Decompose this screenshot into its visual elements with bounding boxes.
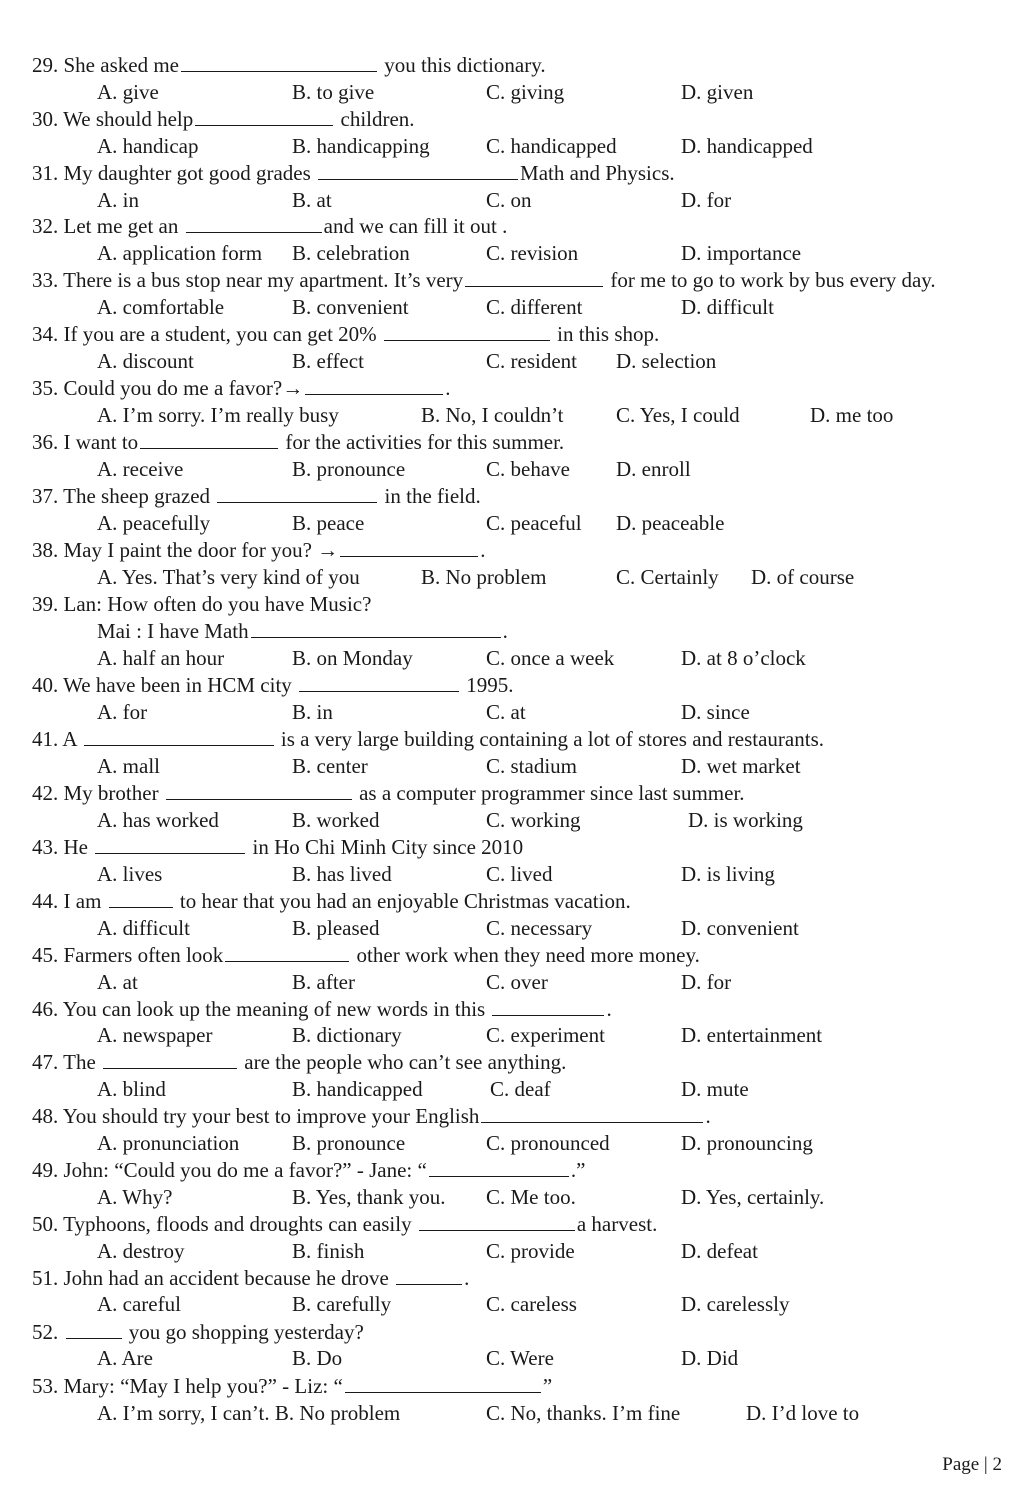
option: C. deaf	[490, 1077, 551, 1101]
question-text: A	[62, 727, 77, 751]
question-text: are the people who can’t see anything.	[244, 1050, 567, 1074]
option: C. peaceful	[486, 511, 582, 535]
option: B. pronounce	[292, 457, 406, 481]
question-text: .	[705, 1104, 711, 1128]
option: D. pronouncing	[681, 1131, 813, 1155]
option: D. at 8 o’clock	[681, 646, 806, 670]
option: B. celebration	[292, 241, 410, 265]
option: A. at	[97, 970, 138, 994]
question-38	[32, 537, 485, 563]
answer-blank	[481, 1104, 703, 1123]
answer-blank	[95, 835, 245, 854]
answer-blank	[84, 727, 274, 746]
option: A. handicap	[97, 134, 199, 158]
option: C. provide	[486, 1239, 575, 1263]
option: B. to give	[292, 80, 375, 104]
question-text: and we can fill it out .	[323, 214, 508, 238]
option: C. giving	[486, 80, 565, 104]
question-text: for me to go to work by bus every day.	[610, 268, 936, 292]
option: A. newspaper	[97, 1023, 213, 1047]
option: B. effect	[292, 349, 364, 373]
option: B. at	[292, 188, 332, 212]
answer-blank	[225, 943, 349, 962]
option: C. careless	[486, 1292, 577, 1316]
option: D. given	[681, 80, 754, 104]
answer-blank	[492, 997, 604, 1016]
option: A. half an hour	[97, 646, 225, 670]
option: B. has lived	[292, 862, 392, 886]
question-39	[32, 591, 371, 617]
option: C. stadium	[486, 754, 578, 778]
answer-blank	[109, 889, 173, 908]
answer-blank	[103, 1050, 237, 1069]
option: C. once a week	[486, 646, 615, 670]
question-number: 41.	[32, 727, 59, 751]
question-text: in the field.	[384, 484, 481, 508]
option: D. Did	[681, 1346, 739, 1370]
option: C. Were	[486, 1346, 554, 1370]
option: B. center	[292, 754, 368, 778]
question-text: children.	[340, 107, 415, 131]
question-text: in this shop.	[557, 322, 660, 346]
option: D. convenient	[681, 916, 799, 940]
answer-blank	[305, 376, 443, 395]
question-text: Mai : I have Math	[97, 619, 249, 643]
option: C. lived	[486, 862, 553, 886]
option: B. dictionary	[292, 1023, 402, 1047]
answer-blank	[140, 430, 278, 449]
option: A. mall	[97, 754, 160, 778]
question-text: My daughter got good grades	[63, 161, 311, 185]
question-number: 35.	[32, 376, 59, 400]
answer-blank	[66, 1320, 122, 1339]
question-number: 31.	[32, 161, 59, 185]
question-35	[32, 375, 450, 401]
question-number: 50.	[32, 1212, 59, 1236]
option: D. Yes, certainly.	[681, 1185, 825, 1209]
option: D. importance	[681, 241, 802, 265]
answer-blank	[465, 268, 603, 287]
question-41	[32, 726, 824, 752]
question-number: 29.	[32, 53, 59, 77]
question-text: .	[480, 538, 486, 562]
question-text: Let me get an	[63, 214, 179, 238]
question-text: There is a bus stop near my apartment. It’s very	[63, 268, 464, 292]
option: A. in	[97, 188, 139, 212]
option: C. resident	[486, 349, 577, 373]
question-text: Could you do me a favor?→	[63, 376, 304, 400]
question-39-reply	[97, 618, 508, 644]
option: B. peace	[292, 511, 365, 535]
question-number: 51.	[32, 1266, 59, 1290]
option: B. No problem	[421, 565, 547, 589]
question-47	[32, 1049, 566, 1075]
option: B. convenient	[292, 295, 409, 319]
question-text: She asked me	[63, 53, 179, 77]
question-text: .	[445, 376, 451, 400]
question-text: a harvest.	[576, 1212, 658, 1236]
option: A. I’m sorry, I can’t. B. No problem	[97, 1401, 401, 1425]
question-number: 30.	[32, 107, 59, 131]
option: C. different	[486, 295, 583, 319]
question-33	[32, 267, 936, 293]
question-text: You can look up the meaning of new words in this	[62, 997, 486, 1021]
question-number: 43.	[32, 835, 59, 859]
answer-blank	[251, 619, 501, 638]
question-34	[32, 321, 659, 347]
option: B. after	[292, 970, 355, 994]
option: A. comfortable	[97, 295, 225, 319]
question-text: in Ho Chi Minh City since 2010	[252, 835, 524, 859]
option: A. I’m sorry. I’m really busy	[97, 403, 339, 427]
question-text: 1995.	[466, 673, 514, 697]
option: A. application form	[97, 241, 263, 265]
option: C. over	[486, 970, 548, 994]
option: C. Certainly	[616, 565, 719, 589]
option: A. for	[97, 700, 148, 724]
question-text: .”	[570, 1158, 586, 1182]
question-36	[32, 429, 564, 455]
question-text: If you are a student, you can get 20%	[63, 322, 377, 346]
question-32	[32, 213, 507, 239]
question-text: .	[464, 1266, 470, 1290]
answer-blank	[299, 673, 459, 692]
question-number: 46.	[32, 997, 59, 1021]
question-text: ”	[542, 1374, 553, 1398]
option: A. discount	[97, 349, 194, 373]
answer-blank	[345, 1374, 541, 1393]
question-29	[32, 52, 546, 78]
option: D. defeat	[681, 1239, 758, 1263]
option: D. wet market	[681, 754, 801, 778]
option: C. pronounced	[486, 1131, 610, 1155]
question-text: I want to	[63, 430, 139, 454]
option: C. experiment	[486, 1023, 605, 1047]
option: C. handicapped	[486, 134, 617, 158]
question-number: 34.	[32, 322, 59, 346]
option: D. selection	[616, 349, 717, 373]
option: D. mute	[681, 1077, 749, 1101]
option: C. on	[486, 188, 532, 212]
option: D. I’d love to	[746, 1401, 860, 1425]
option: C. working	[486, 808, 581, 832]
option: C. No, thanks. I’m fine	[486, 1401, 681, 1425]
question-text: We should help	[63, 107, 194, 131]
page-number: Page | 2	[942, 1454, 1002, 1475]
question-text: We have been in HCM city	[63, 673, 292, 697]
question-number: 52.	[32, 1320, 59, 1344]
option: B. finish	[292, 1239, 365, 1263]
question-text: John: “Could you do me a favor?” - Jane: “	[63, 1158, 427, 1182]
question-number: 45.	[32, 943, 59, 967]
option: B. worked	[292, 808, 380, 832]
answer-blank	[396, 1266, 462, 1285]
answer-blank	[186, 214, 322, 233]
option: D. enroll	[616, 457, 691, 481]
option: B. pronounce	[292, 1131, 406, 1155]
option: C. Me too.	[486, 1185, 576, 1209]
answer-blank	[384, 322, 550, 341]
option: A. careful	[97, 1292, 181, 1316]
question-number: 47.	[32, 1050, 59, 1074]
question-text: to hear that you had an enjoyable Christmas vacation.	[179, 889, 631, 913]
question-30	[32, 106, 415, 132]
option: D. of course	[751, 565, 855, 589]
option: B. pleased	[292, 916, 380, 940]
question-text: John had an accident because he drove	[63, 1266, 389, 1290]
answer-blank	[217, 484, 377, 503]
question-text: for the activities for this summer.	[285, 430, 565, 454]
option: D. for	[681, 188, 732, 212]
question-46	[32, 996, 612, 1022]
option: A. pronunciation	[97, 1131, 240, 1155]
question-text: The sheep grazed	[63, 484, 211, 508]
question-text: Mary: “May I help you?” - Liz: “	[63, 1374, 343, 1398]
question-43	[32, 834, 523, 860]
question-51	[32, 1265, 469, 1291]
answer-blank	[166, 781, 352, 800]
question-number: 37.	[32, 484, 59, 508]
question-text: other work when they need more money.	[356, 943, 700, 967]
answer-blank	[340, 538, 478, 557]
option: B. carefully	[292, 1292, 392, 1316]
question-text: Lan: How often do you have Music?	[63, 592, 372, 616]
option: A. has worked	[97, 808, 219, 832]
option: D. is living	[681, 862, 775, 886]
question-text: He	[63, 835, 88, 859]
option: D. entertainment	[681, 1023, 823, 1047]
question-number: 32.	[32, 214, 59, 238]
question-text: as a computer programmer since last summer.	[359, 781, 745, 805]
option: D. carelessly	[681, 1292, 790, 1316]
question-number: 44.	[32, 889, 59, 913]
option: A. Are	[97, 1346, 153, 1370]
option: D. handicapped	[681, 134, 813, 158]
question-text: My brother	[63, 781, 159, 805]
option: A. Why?	[97, 1185, 173, 1209]
question-number: 42.	[32, 781, 59, 805]
question-49	[32, 1157, 585, 1183]
answer-blank	[318, 161, 518, 180]
option: B. in	[292, 700, 333, 724]
question-text: Math and Physics.	[520, 161, 675, 185]
option: A. give	[97, 80, 159, 104]
option: C. Yes, I could	[616, 403, 740, 427]
question-number: 39.	[32, 592, 59, 616]
question-number: 53.	[32, 1374, 59, 1398]
option: D. peaceable	[616, 511, 725, 535]
option: B. Yes, thank you.	[292, 1185, 446, 1209]
question-45	[32, 942, 700, 968]
option: A. receive	[97, 457, 184, 481]
option: D. difficult	[681, 295, 774, 319]
question-text: May I paint the door for you? →	[63, 538, 339, 562]
question-text: you this dictionary.	[384, 53, 546, 77]
question-text: .	[502, 619, 508, 643]
option: C. at	[486, 700, 526, 724]
question-number: 33.	[32, 268, 59, 292]
option: D. is working	[688, 808, 803, 832]
question-52	[32, 1319, 364, 1345]
question-42	[32, 780, 745, 806]
question-37	[32, 483, 481, 509]
question-text: The	[63, 1050, 96, 1074]
option: B. on Monday	[292, 646, 413, 670]
question-number: 40.	[32, 673, 59, 697]
option: C. behave	[486, 457, 570, 481]
question-53	[32, 1373, 552, 1399]
option: A. destroy	[97, 1239, 185, 1263]
option: A. blind	[97, 1077, 166, 1101]
option: D. since	[681, 700, 750, 724]
option: A. Yes. That’s very kind of you	[97, 565, 360, 589]
question-31	[32, 160, 675, 186]
question-40	[32, 672, 514, 698]
question-50	[32, 1211, 657, 1237]
option: A. peacefully	[97, 511, 211, 535]
question-text: You should try your best to improve your English	[62, 1104, 480, 1128]
answer-blank	[419, 1212, 575, 1231]
question-number: 49.	[32, 1158, 59, 1182]
answer-blank	[195, 107, 333, 126]
question-text: Typhoons, floods and droughts can easily	[63, 1212, 412, 1236]
question-text: I am	[63, 889, 102, 913]
option: D. me too	[810, 403, 894, 427]
question-text: .	[606, 997, 612, 1021]
question-text: is a very large building containing a lot of stores and restaurants.	[280, 727, 824, 751]
option: A. difficult	[97, 916, 190, 940]
option: B. No, I couldn’t	[421, 403, 564, 427]
option: B. handicapped	[292, 1077, 423, 1101]
option: B. Do	[292, 1346, 343, 1370]
question-44	[32, 888, 631, 914]
option: B. handicapping	[292, 134, 430, 158]
option: C. necessary	[486, 916, 593, 940]
question-number: 38.	[32, 538, 59, 562]
option: D. for	[681, 970, 732, 994]
question-48	[32, 1103, 711, 1129]
question-text: Farmers often look	[63, 943, 224, 967]
question-number: 36.	[32, 430, 59, 454]
question-number: 48.	[32, 1104, 59, 1128]
answer-blank	[181, 53, 377, 72]
option: C. revision	[486, 241, 579, 265]
answer-blank	[429, 1158, 569, 1177]
option: A. lives	[97, 862, 163, 886]
question-text: you go shopping yesterday?	[128, 1320, 364, 1344]
